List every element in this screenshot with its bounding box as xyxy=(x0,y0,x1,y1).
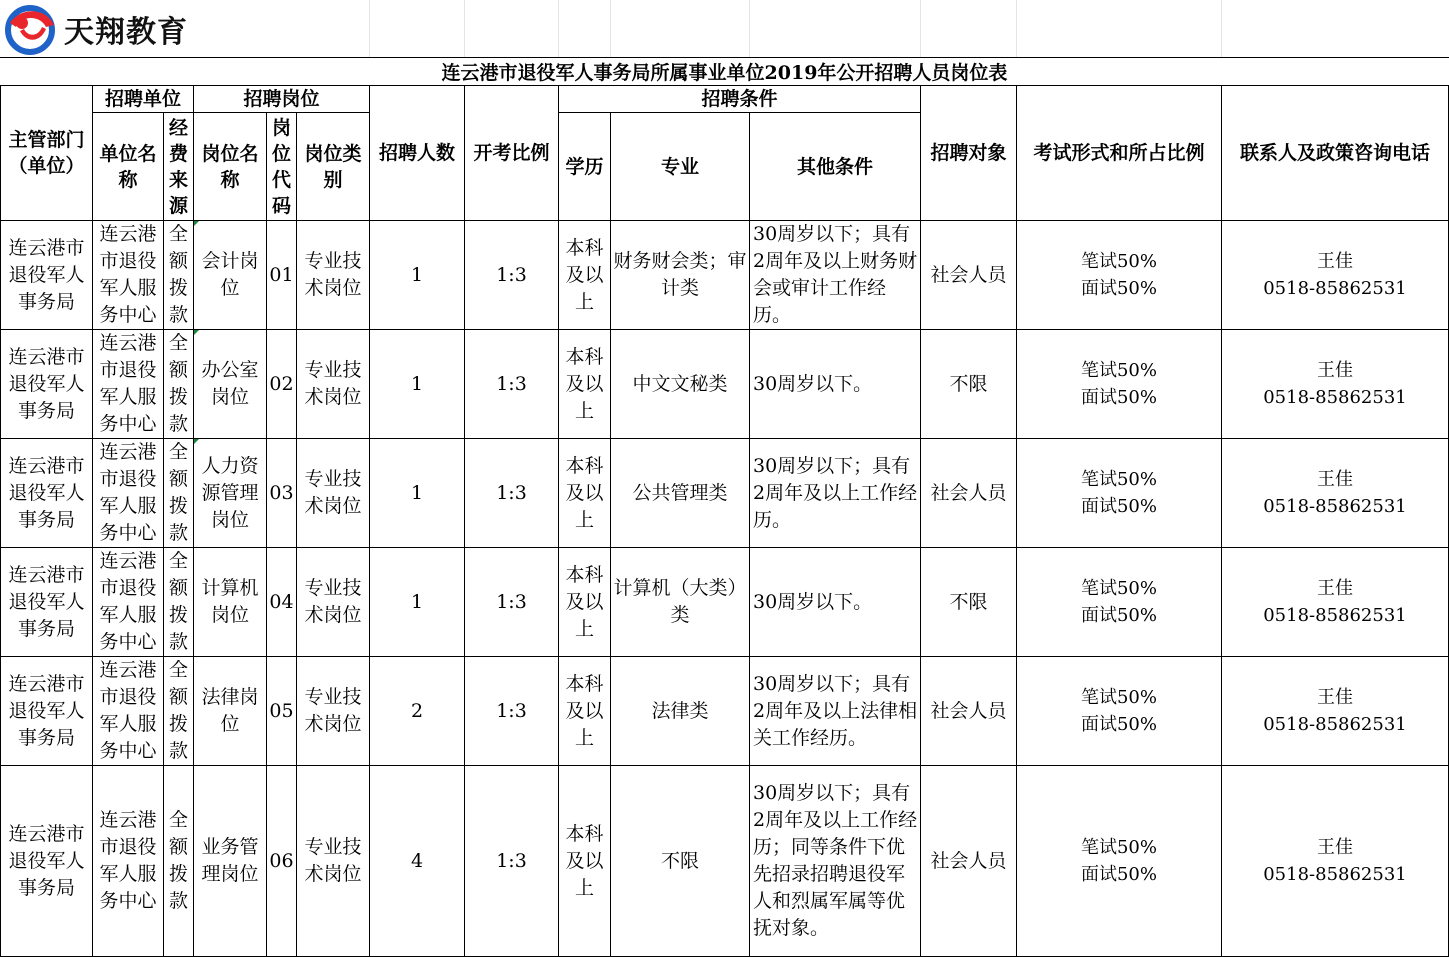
cell-type: 专业技术岗位 xyxy=(297,548,370,657)
contact-name: 王佳 xyxy=(1317,360,1353,381)
cell-education: 本科及以上 xyxy=(559,657,611,766)
exam-written: 笔试50% xyxy=(1080,469,1157,490)
cell-code: 01 xyxy=(267,221,297,330)
exam-written: 笔试50% xyxy=(1080,360,1157,381)
cell-unit: 连云港市退役军人服务中心 xyxy=(93,657,164,766)
cell-count: 4 xyxy=(370,766,465,957)
cell-post: 会计岗位 xyxy=(194,221,267,330)
header-target: 招聘对象 xyxy=(921,86,1017,221)
cell-code: 04 xyxy=(267,548,297,657)
cell-target: 社会人员 xyxy=(921,439,1017,548)
header-unit-group: 招聘单位 xyxy=(93,86,194,113)
cell-other: 30周岁以下；具有2周年及以上财务财会或审计工作经历。 xyxy=(750,221,921,330)
cell-dept: 连云港市退役军人事务局 xyxy=(1,766,93,957)
gridline xyxy=(1221,0,1222,57)
gridline xyxy=(749,0,750,57)
cell-funding: 全额拨款 xyxy=(164,657,194,766)
cell-target: 社会人员 xyxy=(921,221,1017,330)
cell-dept: 连云港市退役军人事务局 xyxy=(1,657,93,766)
cell-contact xyxy=(1222,548,1449,657)
cell-major: 计算机（大类）类 xyxy=(611,548,750,657)
contact-name: 王佳 xyxy=(1317,469,1353,490)
header-post-group: 招聘岗位 xyxy=(194,86,370,113)
header-other: 其他条件 xyxy=(750,113,921,221)
cell-type: 专业技术岗位 xyxy=(297,221,370,330)
cell-funding: 全额拨款 xyxy=(164,330,194,439)
contact-name: 王佳 xyxy=(1317,837,1353,858)
cell-unit: 连云港市退役军人服务中心 xyxy=(93,439,164,548)
spreadsheet-top-band xyxy=(0,0,1449,57)
cell-other: 30周岁以下；具有2周年及以上工作经历。 xyxy=(750,439,921,548)
cell-unit: 连云港市退役军人服务中心 xyxy=(93,548,164,657)
header-major: 专业 xyxy=(611,113,750,221)
header-row-1 xyxy=(1,86,1449,113)
exam-interview: 面试50% xyxy=(1080,864,1157,885)
gridline xyxy=(369,0,370,57)
cell-code: 06 xyxy=(267,766,297,957)
cell-funding: 全额拨款 xyxy=(164,439,194,548)
cell-other: 30周岁以下；具有2周年及以上法律相关工作经历。 xyxy=(750,657,921,766)
cell-dept: 连云港市退役军人事务局 xyxy=(1,330,93,439)
header-count: 招聘人数 xyxy=(370,86,465,221)
header-exam: 考试形式和所占比例 xyxy=(1017,86,1222,221)
header-funding: 经费来源 xyxy=(164,113,194,221)
cell-major: 公共管理类 xyxy=(611,439,750,548)
header-unit-name: 单位名称 xyxy=(93,113,164,221)
cell-dept: 连云港市退役军人事务局 xyxy=(1,548,93,657)
cell-funding: 全额拨款 xyxy=(164,548,194,657)
cell-major: 不限 xyxy=(611,766,750,957)
table-row xyxy=(1,221,1449,330)
cell-post: 业务管理岗位 xyxy=(194,766,267,957)
cell-exam xyxy=(1017,221,1222,330)
contact-name: 王佳 xyxy=(1317,687,1353,708)
cell-post: 计算机岗位 xyxy=(194,548,267,657)
cell-code: 02 xyxy=(267,330,297,439)
contact-phone: 0518-85862531 xyxy=(1263,714,1407,735)
exam-interview: 面试50% xyxy=(1080,278,1157,299)
logo-text: 天翔教育 xyxy=(64,15,188,50)
header-post-code: 岗位代码 xyxy=(267,113,297,221)
cell-ratio: 1:3 xyxy=(465,330,559,439)
cell-major: 财务财会类；审计类 xyxy=(611,221,750,330)
cell-other: 30周岁以下。 xyxy=(750,548,921,657)
cell-contact xyxy=(1222,221,1449,330)
cell-dept: 连云港市退役军人事务局 xyxy=(1,439,93,548)
cell-type: 专业技术岗位 xyxy=(297,657,370,766)
cell-count: 1 xyxy=(370,221,465,330)
contact-phone: 0518-85862531 xyxy=(1263,496,1407,517)
cell-count: 1 xyxy=(370,548,465,657)
logo-icon xyxy=(2,3,58,55)
cell-unit: 连云港市退役军人服务中心 xyxy=(93,221,164,330)
cell-code: 03 xyxy=(267,439,297,548)
cell-education: 本科及以上 xyxy=(559,221,611,330)
cell-exam xyxy=(1017,330,1222,439)
cell-other: 30周岁以下；具有2周年及以上工作经历；同等条件下优先招录招聘退役军人和烈属军属等优抚对象。 xyxy=(750,766,921,957)
contact-phone: 0518-85862531 xyxy=(1263,864,1407,885)
cell-ratio: 1:3 xyxy=(465,657,559,766)
exam-written: 笔试50% xyxy=(1080,837,1157,858)
cell-contact xyxy=(1222,766,1449,957)
contact-name: 王佳 xyxy=(1317,578,1353,599)
header-contact: 联系人及政策咨询电话 xyxy=(1222,86,1449,221)
cell-dept: 连云港市退役军人事务局 xyxy=(1,221,93,330)
cell-education: 本科及以上 xyxy=(559,330,611,439)
exam-interview: 面试50% xyxy=(1080,387,1157,408)
cell-count: 2 xyxy=(370,657,465,766)
header-education: 学历 xyxy=(559,113,611,221)
cell-other: 30周岁以下。 xyxy=(750,330,921,439)
cell-ratio: 1:3 xyxy=(465,548,559,657)
exam-interview: 面试50% xyxy=(1080,714,1157,735)
cell-contact xyxy=(1222,330,1449,439)
cell-funding: 全额拨款 xyxy=(164,221,194,330)
cell-ratio: 1:3 xyxy=(465,221,559,330)
gridline xyxy=(610,0,611,57)
cell-ratio: 1:3 xyxy=(465,766,559,957)
table-row xyxy=(1,439,1449,548)
header-conditions-group: 招聘条件 xyxy=(559,86,921,113)
exam-interview: 面试50% xyxy=(1080,605,1157,626)
exam-written: 笔试50% xyxy=(1080,251,1157,272)
cell-type: 专业技术岗位 xyxy=(297,766,370,957)
header-ratio: 开考比例 xyxy=(465,86,559,221)
contact-name: 王佳 xyxy=(1317,251,1353,272)
gridline xyxy=(1016,0,1017,57)
contact-phone: 0518-85862531 xyxy=(1263,387,1407,408)
gridline xyxy=(920,0,921,57)
gridline xyxy=(558,0,559,57)
exam-interview: 面试50% xyxy=(1080,496,1157,517)
cell-major: 法律类 xyxy=(611,657,750,766)
cell-target: 社会人员 xyxy=(921,657,1017,766)
table-row xyxy=(1,548,1449,657)
cell-contact xyxy=(1222,439,1449,548)
cell-post: 人力资源管理岗位 xyxy=(194,439,267,548)
table-row xyxy=(1,330,1449,439)
table-row xyxy=(1,657,1449,766)
header-post-type: 岗位类别 xyxy=(297,113,370,221)
cell-education: 本科及以上 xyxy=(559,766,611,957)
cell-contact xyxy=(1222,657,1449,766)
logo xyxy=(2,2,188,56)
cell-unit: 连云港市退役军人服务中心 xyxy=(93,330,164,439)
table-row xyxy=(1,766,1449,957)
cell-exam xyxy=(1017,657,1222,766)
cell-ratio: 1:3 xyxy=(465,439,559,548)
contact-phone: 0518-85862531 xyxy=(1263,605,1407,626)
recruitment-table xyxy=(0,85,1449,957)
cell-exam xyxy=(1017,766,1222,957)
exam-written: 笔试50% xyxy=(1080,687,1157,708)
exam-written: 笔试50% xyxy=(1080,578,1157,599)
contact-phone: 0518-85862531 xyxy=(1263,278,1407,299)
cell-code: 05 xyxy=(267,657,297,766)
cell-post: 办公室岗位 xyxy=(194,330,267,439)
cell-exam xyxy=(1017,439,1222,548)
cell-education: 本科及以上 xyxy=(559,548,611,657)
cell-exam xyxy=(1017,548,1222,657)
page-title: 连云港市退役军人事务局所属事业单位2019年公开招聘人员岗位表 xyxy=(0,57,1449,86)
cell-major: 中文文秘类 xyxy=(611,330,750,439)
cell-target: 不限 xyxy=(921,548,1017,657)
gridline xyxy=(464,0,465,57)
cell-post: 法律岗位 xyxy=(194,657,267,766)
cell-type: 专业技术岗位 xyxy=(297,330,370,439)
cell-target: 不限 xyxy=(921,330,1017,439)
cell-unit: 连云港市退役军人服务中心 xyxy=(93,766,164,957)
cell-count: 1 xyxy=(370,330,465,439)
cell-funding: 全额拨款 xyxy=(164,766,194,957)
header-post-name: 岗位名称 xyxy=(194,113,267,221)
cell-type: 专业技术岗位 xyxy=(297,439,370,548)
cell-education: 本科及以上 xyxy=(559,439,611,548)
header-dept: 主管部门（单位） xyxy=(1,86,93,221)
cell-count: 1 xyxy=(370,439,465,548)
cell-target: 社会人员 xyxy=(921,766,1017,957)
